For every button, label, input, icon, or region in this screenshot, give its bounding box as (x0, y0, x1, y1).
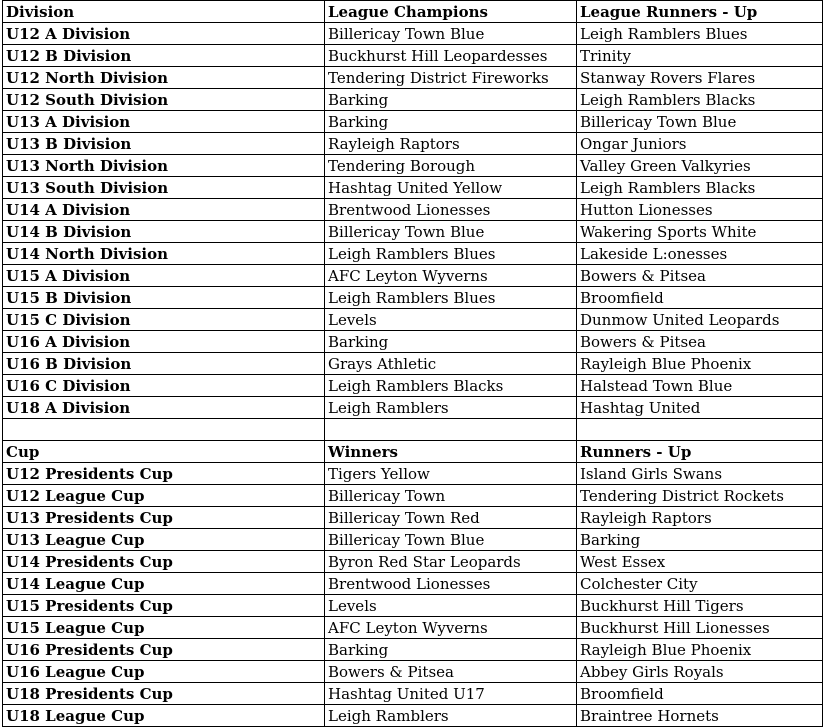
league-row (3, 67, 823, 89)
division-name: U16 A Division (3, 331, 325, 353)
results-table (2, 0, 823, 727)
spacer-row (3, 419, 823, 441)
empty-cell (577, 419, 823, 441)
cup-name: U14 League Cup (3, 573, 325, 595)
runner-up-name: Braintree Hornets (577, 705, 823, 727)
winner-name: Hashtag United U17 (325, 683, 577, 705)
division-name: U18 A Division (3, 397, 325, 419)
champion-name: Leigh Ramblers Blues (325, 287, 577, 309)
champion-name: Barking (325, 111, 577, 133)
league-row (3, 177, 823, 199)
runner-up-name: Abbey Girls Royals (577, 661, 823, 683)
cups-row (3, 617, 823, 639)
winner-name: Billericay Town Blue (325, 529, 577, 551)
division-name: U13 South Division (3, 177, 325, 199)
division-name: U12 A Division (3, 23, 325, 45)
league-row (3, 287, 823, 309)
division-name: U13 B Division (3, 133, 325, 155)
runner-up-name: Ongar Juniors (577, 133, 823, 155)
league-row (3, 375, 823, 397)
winner-name: Tigers Yellow (325, 463, 577, 485)
cups-row (3, 661, 823, 683)
league-row (3, 331, 823, 353)
cups-row (3, 595, 823, 617)
division-name: U12 North Division (3, 67, 325, 89)
league-row (3, 353, 823, 375)
cups-row (3, 485, 823, 507)
cups-column-header: Winners (325, 441, 577, 463)
winner-name: Billericay Town (325, 485, 577, 507)
division-name: U14 A Division (3, 199, 325, 221)
winner-name: Billericay Town Red (325, 507, 577, 529)
league-row (3, 89, 823, 111)
division-name: U14 B Division (3, 221, 325, 243)
cup-name: U15 League Cup (3, 617, 325, 639)
cups-row (3, 639, 823, 661)
winner-name: Levels (325, 595, 577, 617)
league-row (3, 309, 823, 331)
division-name: U16 B Division (3, 353, 325, 375)
division-name: U13 A Division (3, 111, 325, 133)
division-name: U14 North Division (3, 243, 325, 265)
league-column-header: Division (3, 1, 325, 23)
runner-up-name: Leigh Ramblers Blacks (577, 177, 823, 199)
runner-up-name: Buckhurst Hill Tigers (577, 595, 823, 617)
runner-up-name: Island Girls Swans (577, 463, 823, 485)
champion-name: Tendering Borough (325, 155, 577, 177)
league-row (3, 45, 823, 67)
cup-name: U12 Presidents Cup (3, 463, 325, 485)
runner-up-name: Buckhurst Hill Lionesses (577, 617, 823, 639)
league-row (3, 199, 823, 221)
champion-name: Tendering District Fireworks (325, 67, 577, 89)
league-header-row (3, 1, 823, 23)
cups-row (3, 529, 823, 551)
cup-name: U15 Presidents Cup (3, 595, 325, 617)
winner-name: Leigh Ramblers (325, 705, 577, 727)
division-name: U15 C Division (3, 309, 325, 331)
cups-row (3, 573, 823, 595)
champion-name: Leigh Ramblers Blacks (325, 375, 577, 397)
runner-up-name: Dunmow United Leopards (577, 309, 823, 331)
runner-up-name: Rayleigh Blue Phoenix (577, 353, 823, 375)
champion-name: Grays Athletic (325, 353, 577, 375)
runner-up-name: Bowers & Pitsea (577, 331, 823, 353)
league-row (3, 265, 823, 287)
cups-row (3, 683, 823, 705)
division-name: U12 South Division (3, 89, 325, 111)
runner-up-name: Hutton Lionesses (577, 199, 823, 221)
runner-up-name: Rayleigh Raptors (577, 507, 823, 529)
winner-name: AFC Leyton Wyverns (325, 617, 577, 639)
champion-name: Leigh Ramblers (325, 397, 577, 419)
champion-name: Barking (325, 331, 577, 353)
runner-up-name: Leigh Ramblers Blues (577, 23, 823, 45)
division-name: U15 B Division (3, 287, 325, 309)
champion-name: Brentwood Lionesses (325, 199, 577, 221)
league-row (3, 23, 823, 45)
champion-name: Hashtag United Yellow (325, 177, 577, 199)
cup-name: U16 League Cup (3, 661, 325, 683)
league-row (3, 111, 823, 133)
cup-name: U13 Presidents Cup (3, 507, 325, 529)
runner-up-name: Stanway Rovers Flares (577, 67, 823, 89)
cups-row (3, 507, 823, 529)
runner-up-name: Trinity (577, 45, 823, 67)
cup-name: U13 League Cup (3, 529, 325, 551)
division-name: U16 C Division (3, 375, 325, 397)
runner-up-name: Colchester City (577, 573, 823, 595)
champion-name: Leigh Ramblers Blues (325, 243, 577, 265)
cup-name: U16 Presidents Cup (3, 639, 325, 661)
cup-name: U18 League Cup (3, 705, 325, 727)
runner-up-name: Rayleigh Blue Phoenix (577, 639, 823, 661)
results-table-body (3, 1, 823, 727)
cup-name: U12 League Cup (3, 485, 325, 507)
winner-name: Byron Red Star Leopards (325, 551, 577, 573)
league-row (3, 155, 823, 177)
cups-column-header: Cup (3, 441, 325, 463)
cup-name: U14 Presidents Cup (3, 551, 325, 573)
league-row (3, 243, 823, 265)
runner-up-name: Bowers & Pitsea (577, 265, 823, 287)
runner-up-name: Lakeside L:onesses (577, 243, 823, 265)
division-name: U12 B Division (3, 45, 325, 67)
runner-up-name: Wakering Sports White (577, 221, 823, 243)
winner-name: Barking (325, 639, 577, 661)
champion-name: Billericay Town Blue (325, 221, 577, 243)
league-row (3, 221, 823, 243)
league-row (3, 133, 823, 155)
cups-column-header: Runners - Up (577, 441, 823, 463)
winner-name: Brentwood Lionesses (325, 573, 577, 595)
cups-row (3, 705, 823, 727)
champion-name: AFC Leyton Wyverns (325, 265, 577, 287)
cups-header-row (3, 441, 823, 463)
runner-up-name: Barking (577, 529, 823, 551)
runner-up-name: Valley Green Valkyries (577, 155, 823, 177)
league-row (3, 397, 823, 419)
runner-up-name: West Essex (577, 551, 823, 573)
division-name: U15 A Division (3, 265, 325, 287)
league-column-header: League Runners - Up (577, 1, 823, 23)
champion-name: Buckhurst Hill Leopardesses (325, 45, 577, 67)
champion-name: Levels (325, 309, 577, 331)
runner-up-name: Tendering District Rockets (577, 485, 823, 507)
runner-up-name: Billericay Town Blue (577, 111, 823, 133)
cup-name: U18 Presidents Cup (3, 683, 325, 705)
empty-cell (3, 419, 325, 441)
runner-up-name: Halstead Town Blue (577, 375, 823, 397)
runner-up-name: Hashtag United (577, 397, 823, 419)
cups-row (3, 463, 823, 485)
cups-row (3, 551, 823, 573)
runner-up-name: Broomfield (577, 287, 823, 309)
division-name: U13 North Division (3, 155, 325, 177)
champion-name: Rayleigh Raptors (325, 133, 577, 155)
champion-name: Billericay Town Blue (325, 23, 577, 45)
runner-up-name: Broomfield (577, 683, 823, 705)
winner-name: Bowers & Pitsea (325, 661, 577, 683)
champion-name: Barking (325, 89, 577, 111)
empty-cell (325, 419, 577, 441)
runner-up-name: Leigh Ramblers Blacks (577, 89, 823, 111)
league-column-header: League Champions (325, 1, 577, 23)
